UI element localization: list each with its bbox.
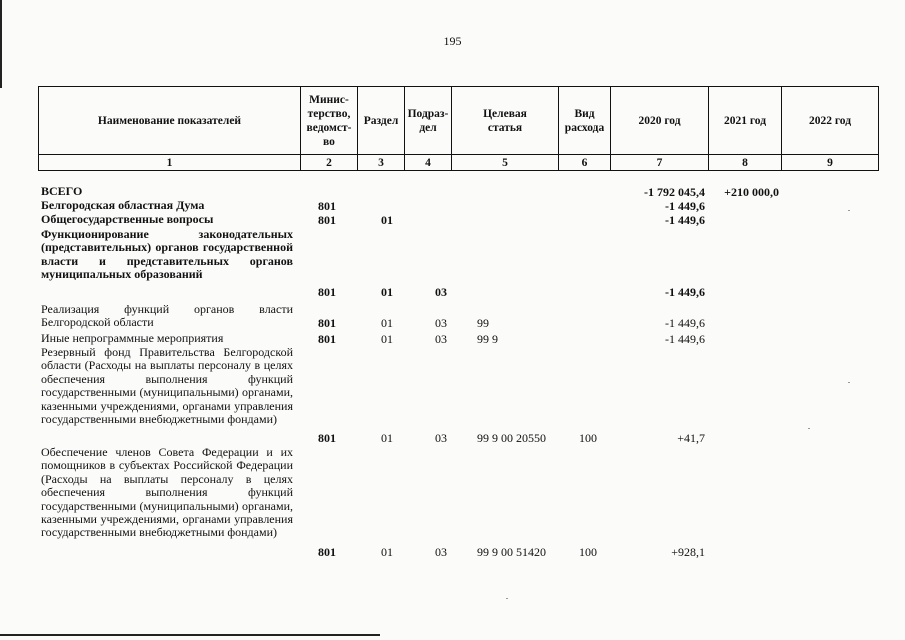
row-2020-value: +928,1	[671, 545, 705, 559]
header-section: Раздел	[358, 87, 405, 155]
row-ministry: 801	[318, 213, 336, 227]
row-name: Реализация функций органов власти Белгородской области	[41, 302, 293, 330]
row-2020-value: +41,7	[677, 431, 705, 445]
row-name: ВСЕГО	[41, 184, 83, 198]
column-number: 6	[559, 155, 611, 171]
header-year-2022: 2022 год	[782, 87, 879, 155]
row-target-item: 99 9 00 51420	[477, 545, 546, 559]
column-number: 8	[709, 155, 782, 171]
row-subsection: 03	[435, 316, 447, 330]
header-row	[39, 87, 879, 155]
page-number: 195	[443, 34, 462, 48]
header-ministry: Минис- терство, ведомст- во	[301, 87, 358, 155]
row-section: 01	[381, 431, 393, 445]
row-2020-value: -1 449,6	[665, 213, 705, 227]
header-year-2021: 2021 год	[709, 87, 782, 155]
row-subsection: 03	[435, 332, 447, 346]
row-ministry: 801	[318, 431, 336, 445]
row-section: 01	[381, 316, 393, 330]
row-2020-value: -1 449,6	[665, 332, 705, 346]
header-year-2020: 2020 год	[611, 87, 709, 155]
column-number: 3	[358, 155, 405, 171]
scan-edge-bottom	[0, 634, 380, 636]
table-header	[38, 86, 879, 171]
header-target-item: Целевая статья	[452, 87, 559, 155]
column-number: 4	[405, 155, 452, 171]
row-target-item: 99	[477, 316, 489, 330]
header-expense-type: Вид расхода	[559, 87, 611, 155]
scan-speck	[808, 428, 810, 429]
row-target-item: 99 9 00 20550	[477, 431, 546, 445]
column-number: 2	[301, 155, 358, 171]
scan-speck	[506, 598, 508, 599]
row-section: 01	[381, 213, 393, 227]
row-ministry: 801	[318, 199, 336, 213]
row-ministry: 801	[318, 332, 336, 346]
header-subsection: Подраз- дел	[405, 87, 452, 155]
row-2020-value: -1 449,6	[665, 199, 705, 213]
column-number: 7	[611, 155, 709, 171]
row-target-item: 99 9	[477, 332, 498, 346]
row-name: Иные непрограммные мероприятия	[41, 331, 224, 345]
row-2020-value: -1 449,6	[665, 316, 705, 330]
row-section: 01	[381, 332, 393, 346]
row-name: Обеспечение членов Совета Федерации и их помощников в субъектах Российской Федерации (Расходы на выплаты персоналу в целях обеспечения выполнения функций государственными (муниципальными) органами, казенными учреждениями, органами управления государственными внебюджетными фондами)	[41, 445, 293, 540]
row-name: Общегосударственные вопросы	[41, 212, 214, 226]
row-expense-type: 100	[579, 545, 597, 559]
header-indicator-name: Наименование показателей	[39, 87, 301, 155]
row-section: 01	[381, 285, 393, 299]
row-subsection: 03	[435, 285, 447, 299]
column-number-row	[39, 155, 879, 171]
row-2020-value: -1 449,6	[665, 285, 705, 299]
row-subsection: 03	[435, 431, 447, 445]
scan-speck	[848, 382, 850, 383]
row-name: Резервный фонд Правительства Белгородской области (Расходы на выплаты персоналу в целях обеспечения выполнения функций государственными (муниципальными) органами, казенными учреждениями, органами управления государственными внебюджетными фондами)	[41, 345, 293, 427]
row-2021-value: +210 000,0	[724, 185, 779, 199]
row-name: Функционирование законодательных (представительных) органов государственной власти и представительных органов муниципальных образований	[41, 227, 293, 282]
row-ministry: 801	[318, 316, 336, 330]
row-name: Белгородская областная Дума	[41, 198, 205, 212]
row-subsection: 03	[435, 545, 447, 559]
row-expense-type: 100	[579, 431, 597, 445]
column-number: 9	[782, 155, 879, 171]
row-2020-value: -1 792 045,4	[644, 185, 705, 199]
row-ministry: 801	[318, 285, 336, 299]
row-section: 01	[381, 545, 393, 559]
column-number: 1	[39, 155, 301, 171]
row-ministry: 801	[318, 545, 336, 559]
scan-speck	[848, 210, 850, 211]
column-number: 5	[452, 155, 559, 171]
